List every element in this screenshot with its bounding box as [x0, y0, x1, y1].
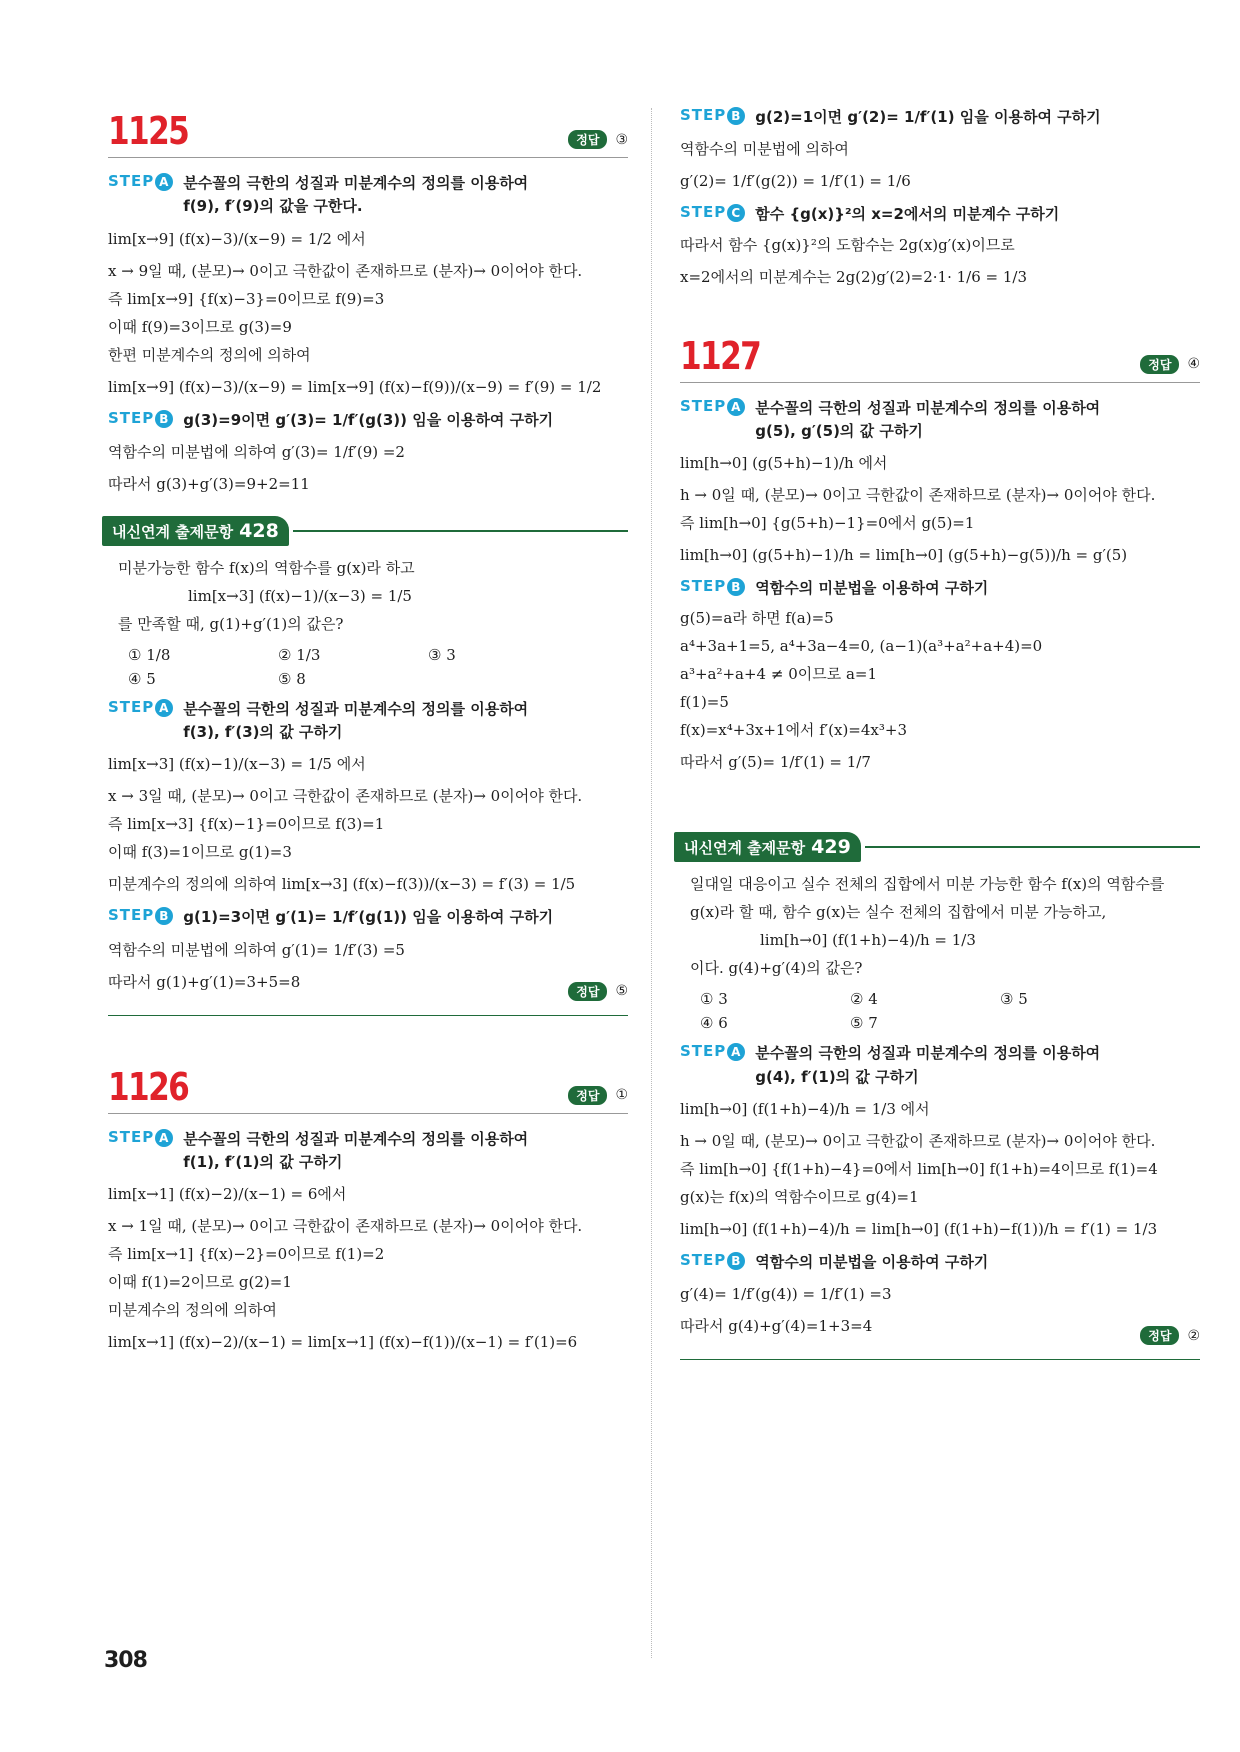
problem-number: 1125: [108, 109, 189, 153]
step-tag: STEP C: [680, 203, 745, 226]
solution-line: lim[h→0] (g(5+h)−1)/h = lim[h→0] (g(5+h)−g(5))/h = g′(5): [680, 546, 1128, 564]
question-line: g(x)라 할 때, 함수 g(x)는 실수 전체의 집합에서 미분 가능하고,: [690, 903, 1107, 922]
answer-badge: 정답: [1140, 1326, 1179, 1345]
step-title: g(3)=9이면 g′(3)= 1/f′(g(3)) 임을 이용하여 구하기: [183, 410, 554, 429]
choice: ③ 3: [428, 645, 456, 664]
step-tag: STEP A: [108, 172, 173, 219]
solution-line: lim[x→9] (f(x)−3)/(x−9) = lim[x→9] (f(x)−f(9))/(x−9) = f′(9) = 1/2: [108, 377, 602, 396]
solution-line: 미분계수의 정의에 의하여 lim[x→3] (f(x)−f(3))/(x−3) = f′(3) = 1/5: [108, 875, 576, 894]
step-a: [108, 698, 628, 745]
step-letter-icon: A: [155, 173, 173, 191]
question-line: lim[h→0] (f(1+h)−4)/h = 1/3: [760, 931, 976, 950]
step-b: [680, 577, 1200, 600]
step-title: 역함수의 미분법을 이용하여 구하기: [755, 579, 989, 597]
solution-line: 즉 lim[h→0] {f(1+h)−4}=0에서 lim[h→0] f(1+h)=4이므로 f(1)=4: [680, 1159, 1158, 1178]
solution-line: 미분계수의 정의에 의하여: [108, 1301, 277, 1319]
step-b: [108, 906, 628, 929]
solution-line: 따라서 g(1)+g′(1)=3+5=8: [108, 972, 301, 991]
choice: ④ 5: [128, 669, 156, 688]
header-rule: [865, 846, 1200, 848]
linked-problem-tag: 내신연계 출제문항 429: [674, 832, 861, 862]
step-a: [680, 1042, 1200, 1089]
step-tag: STEP A: [680, 397, 745, 444]
solution-line: lim[h→0] (f(1+h)−4)/h = lim[h→0] (f(1+h)−f(1))/h = f′(1) = 1/3: [680, 1219, 1158, 1238]
step-title: 함수 {g(x)}²의 x=2에서의 미분계수 구하기: [755, 205, 1060, 224]
answer: [568, 1086, 628, 1105]
solution-line: 따라서 함수 {g(x)}²의 도함수는 2g(x)g′(x)이므로: [680, 235, 1015, 254]
solution-line: a³+a²+a+4 ≠ 0이므로 a=1: [680, 665, 878, 684]
question-line: 이다. g(4)+g′(4)의 값은?: [690, 959, 863, 978]
choice: ① 3: [700, 990, 728, 1009]
solution-line: 즉 lim[x→3] {f(x)−1}=0이므로 f(3)=1: [108, 815, 385, 834]
solution-line: 따라서 g′(5)= 1/f′(1) = 1/7: [680, 753, 871, 772]
solution-line: 역함수의 미분법에 의하여 g′(3)= 1/f′(9) =2: [108, 442, 405, 461]
problem-1127-header: [680, 325, 1200, 383]
solution-line: 이때 f(1)=2이므로 g(2)=1: [108, 1273, 292, 1291]
answer-badge: 정답: [568, 1086, 607, 1105]
solution-line: g(5)=a라 하면 f(a)=5: [680, 609, 834, 628]
problem-number: 1127: [680, 333, 761, 378]
choice: ⑤ 8: [278, 669, 306, 688]
section-separator: [108, 1015, 628, 1016]
step-tag: STEP B: [680, 1251, 745, 1274]
step-tag: STEP B: [108, 409, 173, 432]
solution-line: f(1)=5: [680, 693, 729, 712]
solution-line: 즉 lim[x→1] {f(x)−2}=0이므로 f(1)=2: [108, 1245, 385, 1263]
step-b: [680, 1251, 1200, 1274]
choice: ③ 5: [1000, 990, 1028, 1009]
step-letter-icon: A: [155, 699, 173, 717]
step-tag: STEP A: [680, 1042, 745, 1089]
solution-line: lim[x→9] (f(x)−3)/(x−9) = 1/2 에서: [108, 229, 366, 248]
problem-1125-header: [108, 100, 628, 158]
step-letter-icon: B: [727, 1252, 745, 1270]
step-a: [108, 1128, 628, 1175]
solution-line: lim[x→3] (f(x)−1)/(x−3) = 1/5 에서: [108, 755, 366, 774]
problem-number: 1126: [108, 1064, 189, 1109]
answer-badge: 정답: [568, 982, 607, 1001]
step-a: [680, 397, 1200, 444]
right-column: [680, 100, 1200, 1360]
step-b: [108, 409, 628, 432]
choice: ⑤ 7: [850, 1014, 878, 1033]
solution-line: 즉 lim[h→0] {g(5+h)−1}=0에서 g(5)=1: [680, 514, 975, 532]
solution-line: 한편 미분계수의 정의에 의하여: [108, 345, 311, 364]
answer-value: ①: [615, 1087, 628, 1103]
step-letter-icon: A: [727, 1043, 745, 1061]
step-title: 분수꼴의 극한의 성질과 미분계수의 정의를 이용하여 g(5), g′(5)의 값 구하기: [755, 398, 1101, 440]
step-letter-icon: B: [727, 578, 745, 596]
step-letter-icon: B: [155, 907, 173, 925]
question-line: lim[x→3] (f(x)−1)/(x−3) = 1/5: [188, 586, 412, 605]
choices: [700, 990, 1200, 1032]
step-letter-icon: A: [155, 1129, 173, 1147]
choices: [128, 646, 628, 688]
answer: [568, 130, 628, 149]
solution-line: x → 3일 때, (분모)→ 0이고 극한값이 존재하므로 (분자)→ 0이어야 한다.: [108, 787, 583, 806]
column-divider: [651, 108, 652, 1658]
solution-line: lim[h→0] (g(5+h)−1)/h 에서: [680, 454, 888, 472]
solution-line: 이때 f(3)=1이므로 g(1)=3: [108, 843, 292, 862]
solution-line: f(x)=x⁴+3x+1에서 f′(x)=4x³+3: [680, 721, 908, 740]
linked-problem-tag: 내신연계 출제문항 428: [102, 516, 289, 546]
solution-line: x=2에서의 미분계수는 2g(2)g′(2)=2·1· 1/6 = 1/3: [680, 267, 1028, 286]
solution-line: lim[h→0] (f(1+h)−4)/h = 1/3 에서: [680, 1099, 930, 1118]
question-line: 를 만족할 때, g(1)+g′(1)의 값은?: [118, 614, 344, 633]
choice: ① 1/8: [128, 645, 171, 664]
linked-problem-429-question: [680, 872, 1200, 1032]
solution-line: h → 0일 때, (분모)→ 0이고 극한값이 존재하므로 (분자)→ 0이어야 한다.: [680, 1131, 1156, 1150]
solution-line: h → 0일 때, (분모)→ 0이고 극한값이 존재하므로 (분자)→ 0이어야 한다.: [680, 486, 1156, 504]
answer-badge: 정답: [1140, 355, 1179, 374]
step-tag: STEP A: [108, 698, 173, 745]
solution-line: 즉 lim[x→9] {f(x)−3}=0이므로 f(9)=3: [108, 289, 385, 308]
step-a: [108, 172, 628, 219]
section-separator: [680, 1359, 1200, 1360]
step-letter-icon: A: [727, 398, 745, 416]
step-letter-icon: C: [727, 204, 745, 222]
linked-problem-429-header: [674, 832, 1200, 862]
solution-line: g′(4)= 1/f′(g(4)) = 1/f′(1) =3: [680, 1285, 892, 1303]
solution-line: a⁴+3a+1=5, a⁴+3a−4=0, (a−1)(a³+a²+a+4)=0: [680, 637, 1043, 656]
step-letter-icon: B: [727, 107, 745, 125]
choice: ② 1/3: [278, 645, 321, 664]
solution-line: lim[x→1] (f(x)−2)/(x−1) = 6에서: [108, 1185, 347, 1203]
step-letter-icon: B: [155, 410, 173, 428]
problem-1126-header: [108, 1056, 628, 1114]
solution-line: 따라서 g(3)+g′(3)=9+2=11: [108, 474, 310, 493]
step-title: 역함수의 미분법을 이용하여 구하기: [755, 1252, 989, 1271]
solution-line: g(x)는 f(x)의 역함수이므로 g(4)=1: [680, 1187, 919, 1206]
question-line: 미분가능한 함수 f(x)의 역함수를 g(x)라 하고: [118, 558, 415, 577]
answer-value: ⑤: [615, 983, 628, 999]
step-title: g(2)=1이면 g′(2)= 1/f′(1) 임을 이용하여 구하기: [755, 108, 1101, 126]
answer-badge: 정답: [568, 130, 607, 149]
step-b: [680, 106, 1200, 129]
solution-line: 따라서 g(4)+g′(4)=1+3=4: [680, 1317, 873, 1335]
step-title: 분수꼴의 극한의 성질과 미분계수의 정의를 이용하여 f(9), f′(9)의 값을 구한다.: [183, 174, 529, 216]
linked-problem-428-header: [102, 516, 628, 546]
solution-line: g′(2)= 1/f′(g(2)) = 1/f′(1) = 1/6: [680, 172, 911, 191]
step-tag: STEP A: [108, 1128, 173, 1175]
step-title: 분수꼴의 극한의 성질과 미분계수의 정의를 이용하여 f(1), f′(1)의 값 구하기: [183, 1129, 529, 1171]
solution-line: lim[x→1] (f(x)−2)/(x−1) = lim[x→1] (f(x)−f(1))/(x−1) = f′(1)=6: [108, 1333, 578, 1351]
step-title: 분수꼴의 극한의 성질과 미분계수의 정의를 이용하여 g(4), f′(1)의 값 구하기: [755, 1044, 1101, 1086]
answer-value: ④: [1187, 356, 1200, 372]
linked-problem-428-question: [108, 556, 628, 688]
answer-value: ②: [1187, 1327, 1200, 1344]
step-title: g(1)=3이면 g′(1)= 1/f′(g(1)) 임을 이용하여 구하기: [183, 908, 554, 927]
step-tag: STEP B: [680, 106, 745, 129]
answer-value: ③: [615, 131, 628, 148]
answer: [1140, 355, 1200, 374]
page-number: 308: [104, 1648, 147, 1673]
solution-line: x → 1일 때, (분모)→ 0이고 극한값이 존재하므로 (분자)→ 0이어야 한다.: [108, 1217, 583, 1235]
choice: ② 4: [850, 990, 878, 1009]
question-line: 일대일 대응이고 실수 전체의 집합에서 미분 가능한 함수 f(x)의 역함수를: [690, 875, 1165, 894]
left-column: [108, 100, 628, 1362]
solution-line: 역함수의 미분법에 의하여 g′(1)= 1/f′(3) =5: [108, 940, 405, 959]
step-title: 분수꼴의 극한의 성질과 미분계수의 정의를 이용하여 f(3), f′(3)의 값 구하기: [183, 699, 529, 741]
step-tag: STEP B: [680, 577, 745, 600]
solution-line: 이때 f(9)=3이므로 g(3)=9: [108, 317, 292, 336]
solution-line: 역함수의 미분법에 의하여: [680, 140, 849, 159]
step-tag: STEP B: [108, 906, 173, 929]
step-c: [680, 203, 1200, 226]
header-rule: [293, 530, 628, 532]
choice: ④ 6: [700, 1014, 728, 1033]
solution-line: x → 9일 때, (분모)→ 0이고 극한값이 존재하므로 (분자)→ 0이어야 한다.: [108, 261, 583, 280]
